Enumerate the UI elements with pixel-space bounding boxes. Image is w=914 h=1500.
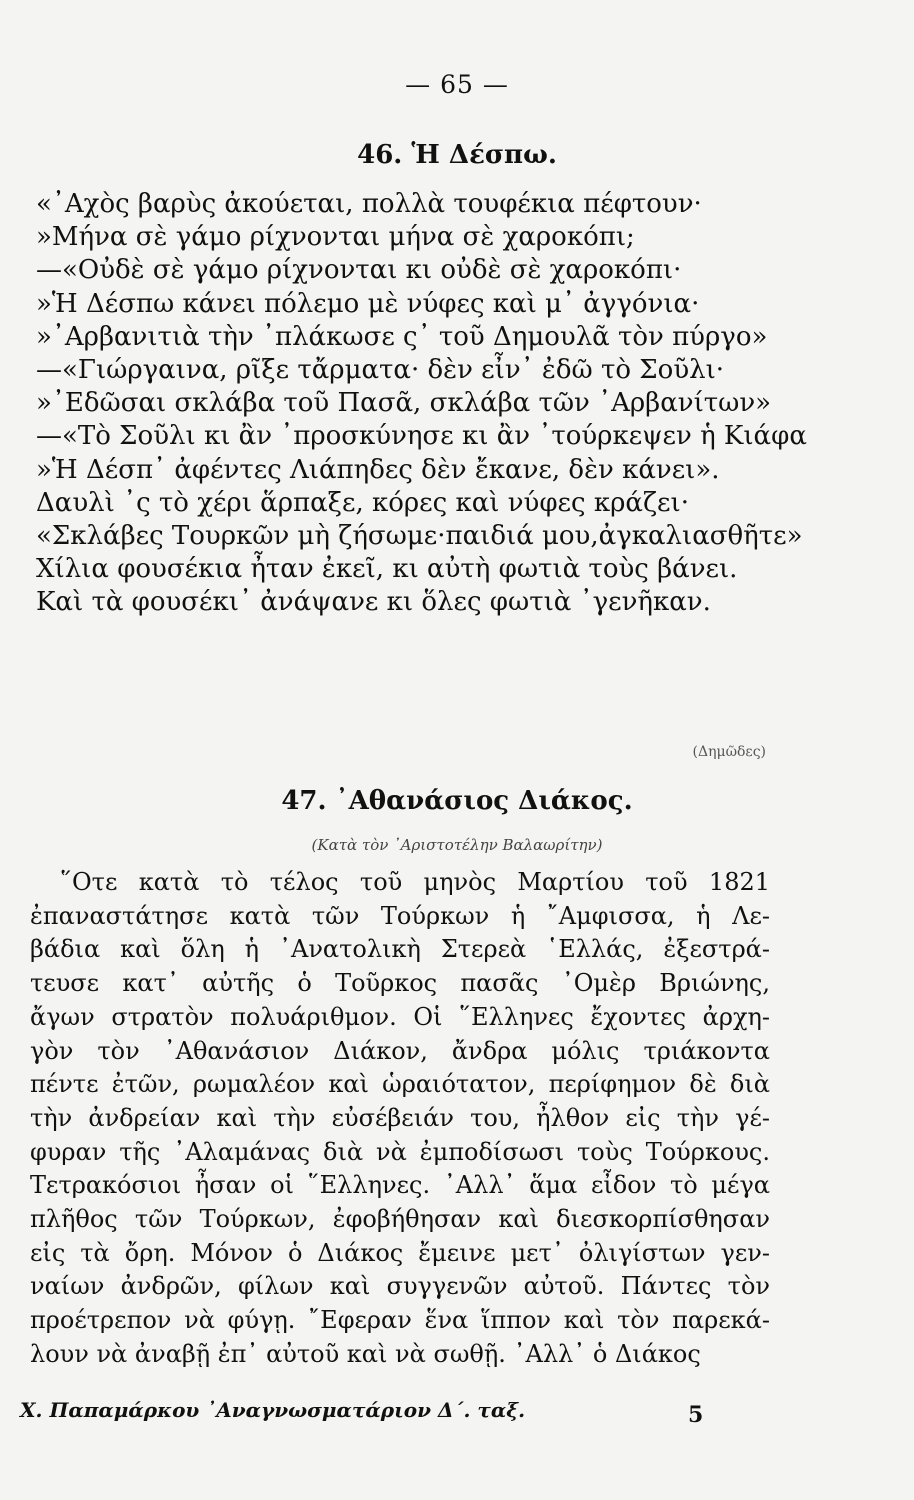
- prose-line: λουν νὰ ἀναβῇ ἐπ᾿ αὐτοῦ καὶ νὰ σωθῇ. ᾿Αλλ᾿ ὁ Διάκος: [30, 1339, 701, 1368]
- poem-text: [36, 188, 807, 620]
- prose-line: εἰς τὰ ὄρη. Μόνον ὁ Διάκος ἔμεινε μετ᾿ ὀλιγίστων γεν-: [30, 1238, 770, 1267]
- poem-line: »Ἡ Δέσπ᾿ ἀφέντες Λιάπηδες δὲν ἔκανε, δὲν κάνει».: [36, 454, 720, 485]
- poem-line: Δαυλὶ ᾿ς τὸ χέρι ἅρπαξε, κόρες καὶ νύφες κράζει·: [36, 487, 689, 518]
- section-47-subtitle: (Κατὰ τὸν ᾿Αριστοτέλην Βαλαωρίτην): [311, 836, 603, 854]
- poem-line: —«Οὐδὲ σὲ γάμο ρίχνονται κι οὐδὲ σὲ χαροκόπι·: [36, 255, 682, 286]
- poem-line: Χίλια φουσέκια ἦταν ἐκεῖ, κι αὐτὴ φωτιὰ τοὺς βάνει.: [36, 554, 738, 585]
- prose-text: [30, 866, 770, 1372]
- poem-line: «᾿Αχὸς βαρὺς ἀκούεται, πολλὰ τουφέκια πέφτουν·: [36, 189, 702, 219]
- poem-line: »Ἡ Δέσπω κάνει πόλεμο μὲ νύφες καὶ μ᾿ ἀγγόνια·: [36, 288, 700, 319]
- poem-line: »᾿Εδῶσαι σκλάβα τοῦ Πασᾶ, σκλάβα τῶν ᾿Αρβανίτων»: [36, 388, 772, 419]
- poem-line: —«Γιώργαινα, ρῖξε τἄρματα· δὲν εἶν᾿ ἐδῶ τὸ Σοῦλι·: [36, 355, 725, 386]
- poem-line: «Σκλάβες Τουρκῶν μὴ ζήσωμε·παιδιά μου,ἀγκαλιασθῆτε»: [36, 521, 803, 552]
- prose-line: τὴν ἀνδρείαν καὶ τὴν εὐσέβειάν του, ἦλθον εἰς τὴν γέ-: [30, 1103, 770, 1132]
- prose-line: πέντε ἐτῶν, ρωμαλέον καὶ ὡραιότατον, περίφημον δὲ διὰ: [30, 1070, 770, 1099]
- poem-line: »᾿Αρβανιτιὰ τὴν ᾿πλάκωσε ς᾿ τοῦ Δημουλᾶ τὸν πύργο»: [36, 321, 768, 352]
- prose-line: Τετρακόσιοι ἦσαν οἱ ῞Ελληνες. ᾿Αλλ᾿ ἅμα εἶδον τὸ μέγα: [30, 1171, 770, 1200]
- prose-line: τευσε κατ᾿ αὐτῆς ὁ Τοῦρκος πασᾶς ᾿Ομὲρ Βριώνης,: [30, 969, 770, 998]
- page-footer: [0, 1398, 914, 1438]
- poem-line: Καὶ τὰ φουσέκι᾿ ἀνάψανε κι ὅλες φωτιὰ ᾿γενῆκαν.: [36, 587, 711, 618]
- page-number: — 65 —: [405, 70, 509, 99]
- prose-line: ἄγων στρατὸν πολυάριθμον. Οἱ ῞Ελληνες ἔχοντες ἀρχη-: [30, 1002, 770, 1031]
- section-47-heading: 47. ᾿Αθανάσιος Διάκος.: [281, 786, 633, 816]
- prose-line: πλῆθος τῶν Τούρκων, ἐφοβήθησαν καὶ διεσκορπίσθησαν: [30, 1205, 770, 1234]
- footer-signature-mark: 5: [688, 1402, 704, 1428]
- prose-line: προέτρεπον νὰ φύγῃ. ῎Εφεραν ἕνα ἵππον καὶ τὸν παρεκά-: [30, 1306, 770, 1335]
- prose-line: βάδια καὶ ὅλη ἡ ᾿Ανατολικὴ Στερεὰ ῾Ελλάς, ἐξεστρά-: [30, 935, 770, 964]
- prose-line: ἐπαναστάτησε κατὰ τῶν Τούρκων ἡ ῎Αμφισσα, ἡ Λε-: [30, 901, 770, 930]
- poem-source: (Δημῶδες): [692, 744, 766, 760]
- poem-line: »Μήνα σὲ γάμο ρίχνονται μήνα σὲ χαροκόπι;: [36, 222, 635, 253]
- footer-book-title: Χ. Παπαμάρκου ᾿Αναγνωσματάριον Δ΄. ταξ.: [20, 1398, 526, 1422]
- prose-line: γὸν τὸν ᾿Αθανάσιον Διάκον, ἄνδρα μόλις τριάκοντα: [30, 1036, 770, 1065]
- prose-line: ῞Οτε κατὰ τὸ τέλος τοῦ μηνὸς Μαρτίου τοῦ 1821: [60, 868, 770, 896]
- poem-line: —«Τὸ Σοῦλι κι ἂν ᾿προσκύνησε κι ἂν ᾿τούρκεψεν ἡ Κιάφα: [36, 421, 807, 452]
- prose-line: ναίων ἀνδρῶν, φίλων καὶ συγγενῶν αὐτοῦ. Πάντες τὸν: [30, 1272, 770, 1301]
- prose-line: φυραν τῆς ᾿Αλαμάνας διὰ νὰ ἐμποδίσωσι τοὺς Τούρκους.: [30, 1137, 770, 1166]
- section-46-heading: 46. Ἡ Δέσπω.: [357, 140, 557, 170]
